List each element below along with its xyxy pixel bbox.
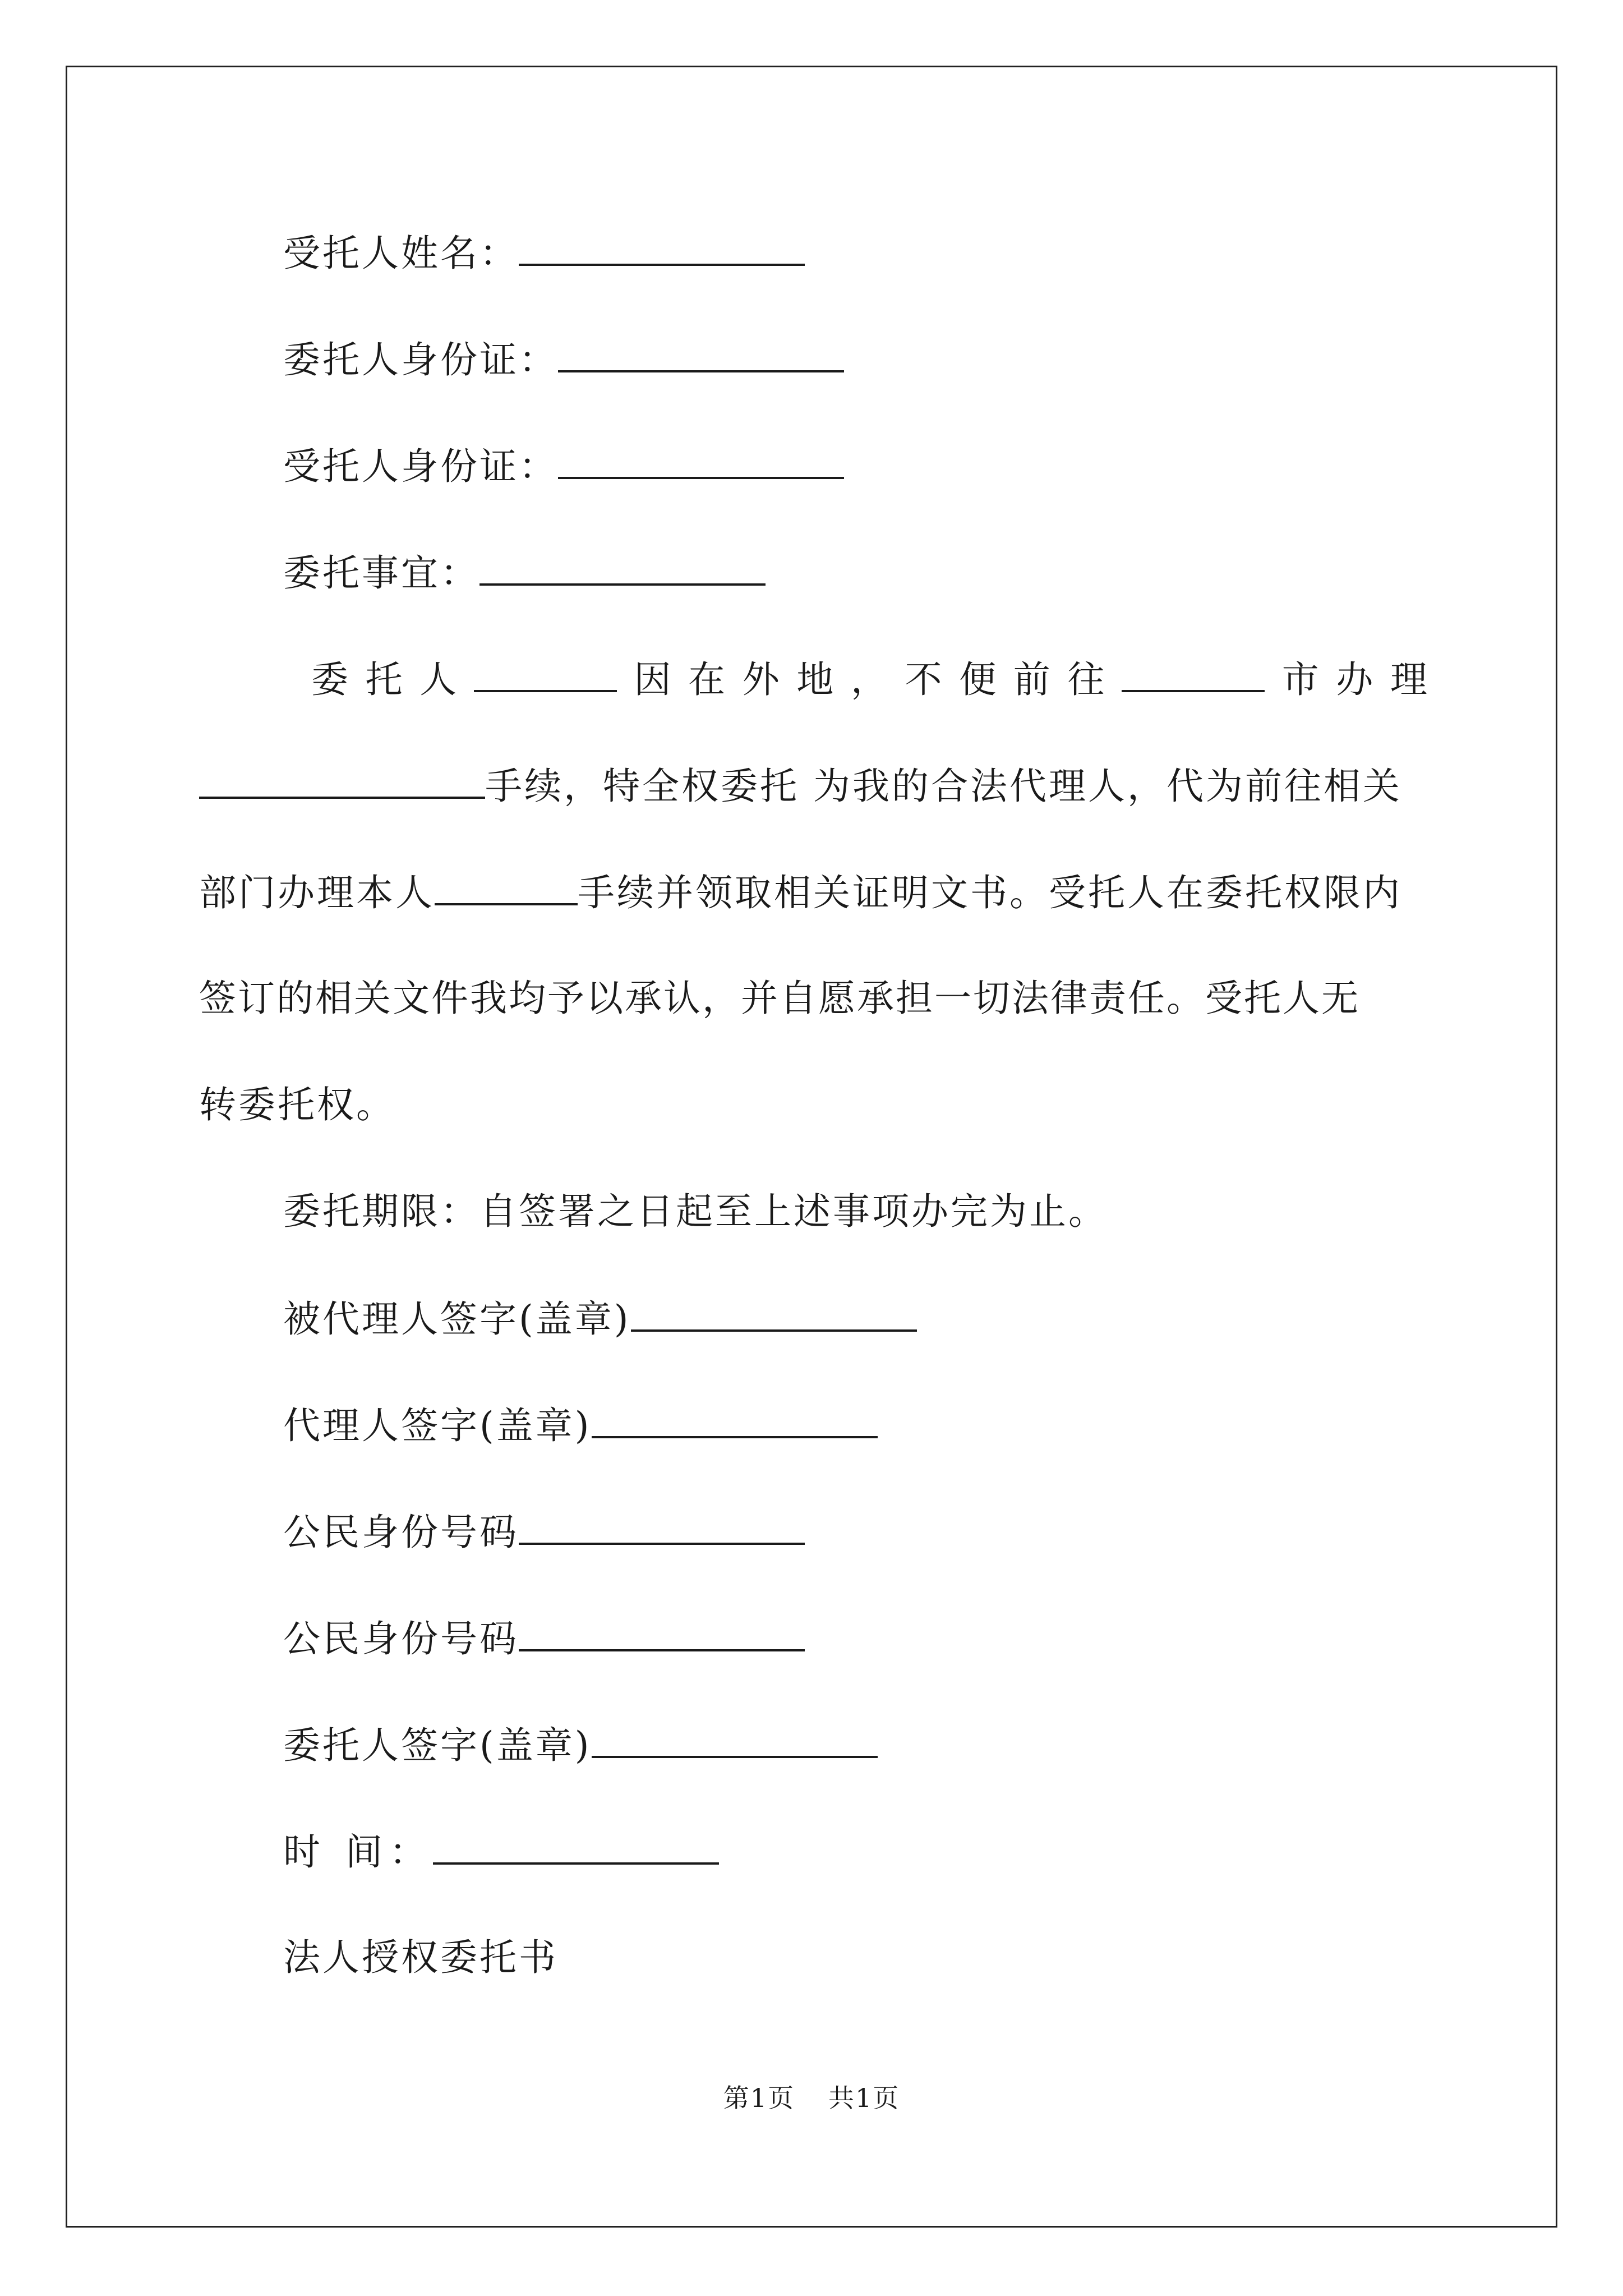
page-number: 第1页 bbox=[723, 2083, 795, 2113]
trustee-id-line bbox=[283, 443, 844, 489]
principal-id-line bbox=[283, 337, 844, 383]
body-line-2 bbox=[199, 763, 1402, 809]
body-word: 人 bbox=[419, 658, 457, 701]
body-line-1 bbox=[311, 656, 1427, 702]
trustee-id-label: 受托人身份证： bbox=[283, 445, 558, 488]
term-line bbox=[283, 1189, 1108, 1234]
body-line-5-text: 转委托权。 bbox=[199, 1083, 395, 1126]
body-word: 不 bbox=[905, 658, 942, 701]
agent-sign-blank[interactable] bbox=[592, 1402, 878, 1438]
page-border bbox=[66, 66, 1557, 2228]
body-line-3a: 部门办理本人 bbox=[199, 871, 435, 914]
trustee-name-line bbox=[283, 230, 805, 276]
body-word: 往 bbox=[1067, 658, 1105, 701]
body-line-5 bbox=[199, 1083, 395, 1128]
principal-blank[interactable] bbox=[474, 656, 617, 692]
entrust-sign-blank[interactable] bbox=[592, 1722, 878, 1758]
time-blank[interactable] bbox=[433, 1829, 719, 1865]
principal-sign-blank[interactable] bbox=[631, 1296, 917, 1332]
body-line-4 bbox=[199, 976, 1360, 1021]
trustee-name-blank[interactable] bbox=[519, 230, 805, 266]
entrust-sign-label: 委托人签字(盖章) bbox=[283, 1724, 592, 1767]
principal-id-label: 委托人身份证： bbox=[283, 338, 558, 381]
body-line-3 bbox=[199, 869, 1402, 915]
principal-sign-label: 被代理人签字(盖章) bbox=[283, 1297, 631, 1341]
matter-blank[interactable] bbox=[479, 550, 766, 586]
trustee-id-blank[interactable] bbox=[558, 443, 844, 479]
time-line bbox=[283, 1829, 719, 1875]
page-footer bbox=[0, 2081, 1623, 2115]
body-word: 委 bbox=[311, 658, 348, 701]
body-line-2-text: 手续，特全权委托 为我的合法代理人，代为前往相关 bbox=[485, 765, 1402, 808]
city-blank[interactable] bbox=[1122, 656, 1265, 692]
citizen-id-label-1: 公民身份号码 bbox=[283, 1511, 519, 1554]
citizen-id-line-1 bbox=[283, 1509, 805, 1555]
body-word: 托 bbox=[365, 658, 403, 701]
time-label: 时 间： bbox=[283, 1830, 433, 1874]
term-text: 委托期限：自签署之日起至上述事项办完为止。 bbox=[283, 1190, 1108, 1233]
body-word: 在 bbox=[688, 658, 726, 701]
citizen-id-line-2 bbox=[283, 1616, 805, 1662]
own-procedure-blank[interactable] bbox=[435, 869, 578, 905]
agent-sign-line bbox=[283, 1402, 878, 1448]
body-word: 外 bbox=[742, 658, 780, 701]
entrust-sign-line bbox=[283, 1722, 878, 1768]
citizen-id-label-2: 公民身份号码 bbox=[283, 1617, 519, 1660]
body-word: 前 bbox=[1013, 658, 1050, 701]
body-word: ， bbox=[851, 658, 888, 701]
trustee-name-label: 受托人姓名： bbox=[283, 232, 519, 275]
citizen-id-blank-1[interactable] bbox=[519, 1509, 805, 1545]
body-word: 地 bbox=[796, 658, 834, 701]
agent-sign-label: 代理人签字(盖章) bbox=[283, 1404, 592, 1447]
citizen-id-blank-2[interactable] bbox=[519, 1616, 805, 1651]
body-line-4-text: 签订的相关文件我均予以承认，并自愿承担一切法律责任。受托人无 bbox=[199, 977, 1360, 1020]
matter-line bbox=[283, 550, 766, 596]
body-word: 便 bbox=[959, 658, 997, 701]
next-title-text: 法人授权委托书 bbox=[283, 1936, 558, 1979]
matter-label: 委托事宜： bbox=[283, 551, 479, 595]
body-word: 理 bbox=[1390, 658, 1427, 701]
body-word: 因 bbox=[634, 658, 671, 701]
principal-id-blank[interactable] bbox=[558, 337, 844, 372]
body-word: 办 bbox=[1336, 658, 1373, 701]
principal-sign-line bbox=[283, 1296, 917, 1342]
body-word: 市 bbox=[1281, 658, 1319, 701]
page-total: 共1页 bbox=[828, 2083, 900, 2113]
procedure-blank[interactable] bbox=[199, 763, 485, 799]
next-section-title bbox=[283, 1935, 558, 1980]
body-line-3b: 手续并领取相关证明文书。受托人在委托权限内 bbox=[578, 871, 1402, 914]
